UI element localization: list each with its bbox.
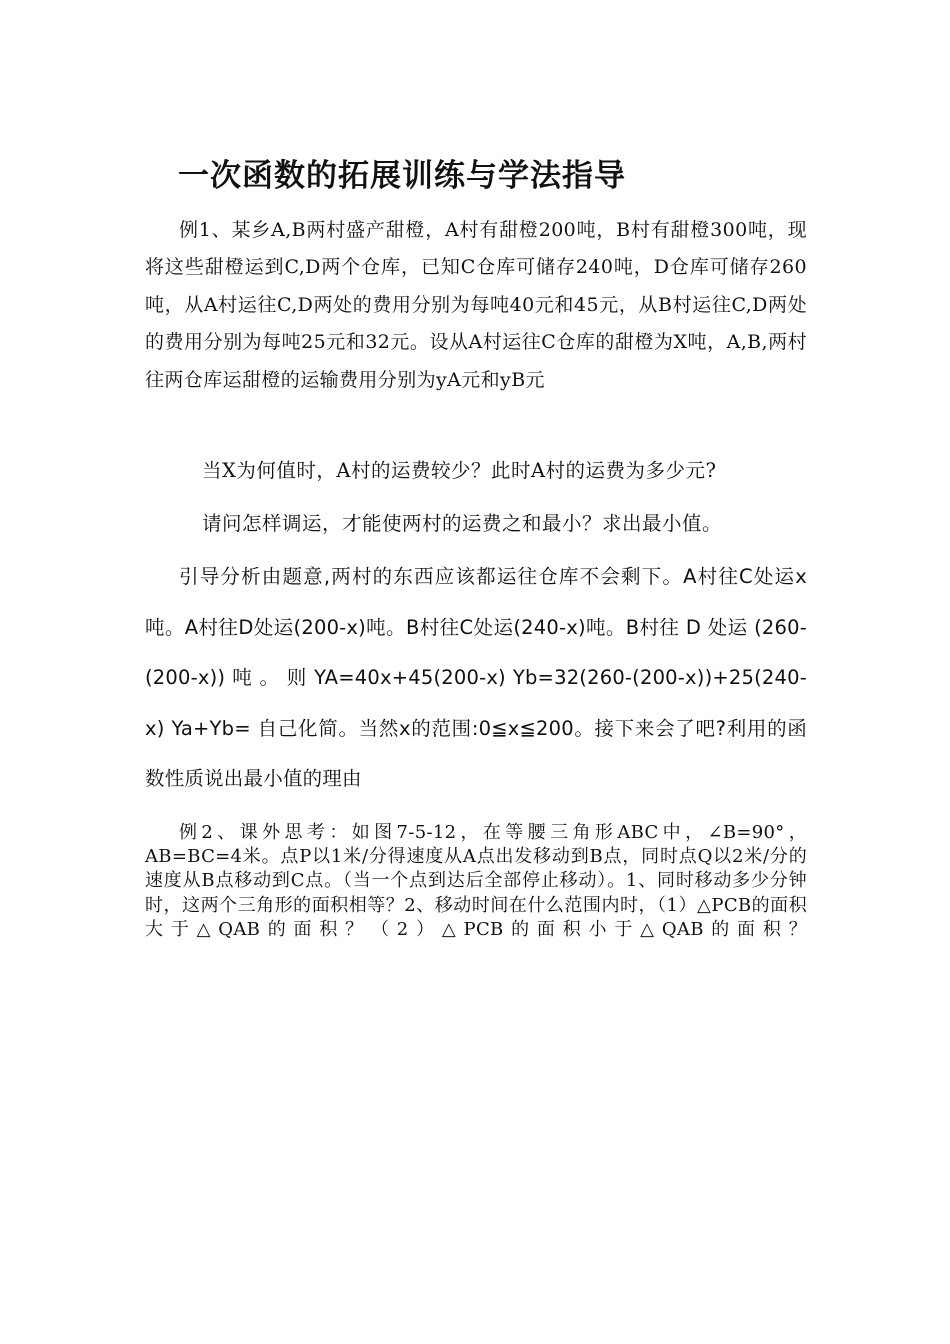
example1-paragraph: 例1、某乡A,B两村盛产甜橙，A村有甜橙200吨，B村有甜橙300吨，现将这些甜橙运到C,D两个仓库，已知C仓库可储存240吨，D仓库可储存260吨，从A村运往C,D两处的费用分别为每吨40元和45元，从B村运往C,D两处的费用分别为每吨25元和32元。设从A村运往C仓库的甜橙为X吨，A,B,两村往两仓库运甜橙的运输费用分别为yA元和yB元 bbox=[145, 219, 807, 391]
document-title: 一次函数的拓展训练与学法指导 bbox=[178, 158, 626, 194]
guide-analysis-paragraph: 引导分析由题意,两村的东西应该都运往仓库不会剩下。A村往C处运x吨。A村往D处运(200-x)吨。B村往C处运(240-x)吨。B村往 D 处运 (260-(200-x)) 吨 。 则 YA=40x+45(200-x) Yb=32(260-(200-x))+25(240-x) Ya+Yb= 自己化简。当然x的范围:0≦x≦200。接下来会了吧?利用的函数性质说出最小值的理由 bbox=[145, 565, 807, 791]
question1-text: 当X为何值时，A村的运费较少？此时A村的运费为多少元? bbox=[202, 459, 717, 482]
example2-paragraph: 例2、课外思考：如图7-5-12，在等腰三角形ABC中，∠B=90°，AB=BC=4米。点P以1米/分得速度从A点出发移动到B点，同时点Q以2米/分的速度从B点移动到C点。（当一个点到达后全部停止移动）。1、同时移动多少分钟时，这两个三角形的面积相等？2、移动时间在什么范围内时，（1）△PCB的面积大于△QAB的面积？（2）△PCB的面积小于△QAB的面积？ bbox=[145, 822, 807, 940]
question2-text: 请问怎样调运，才能使两村的运费之和最小？求出最小值。 bbox=[202, 512, 723, 535]
